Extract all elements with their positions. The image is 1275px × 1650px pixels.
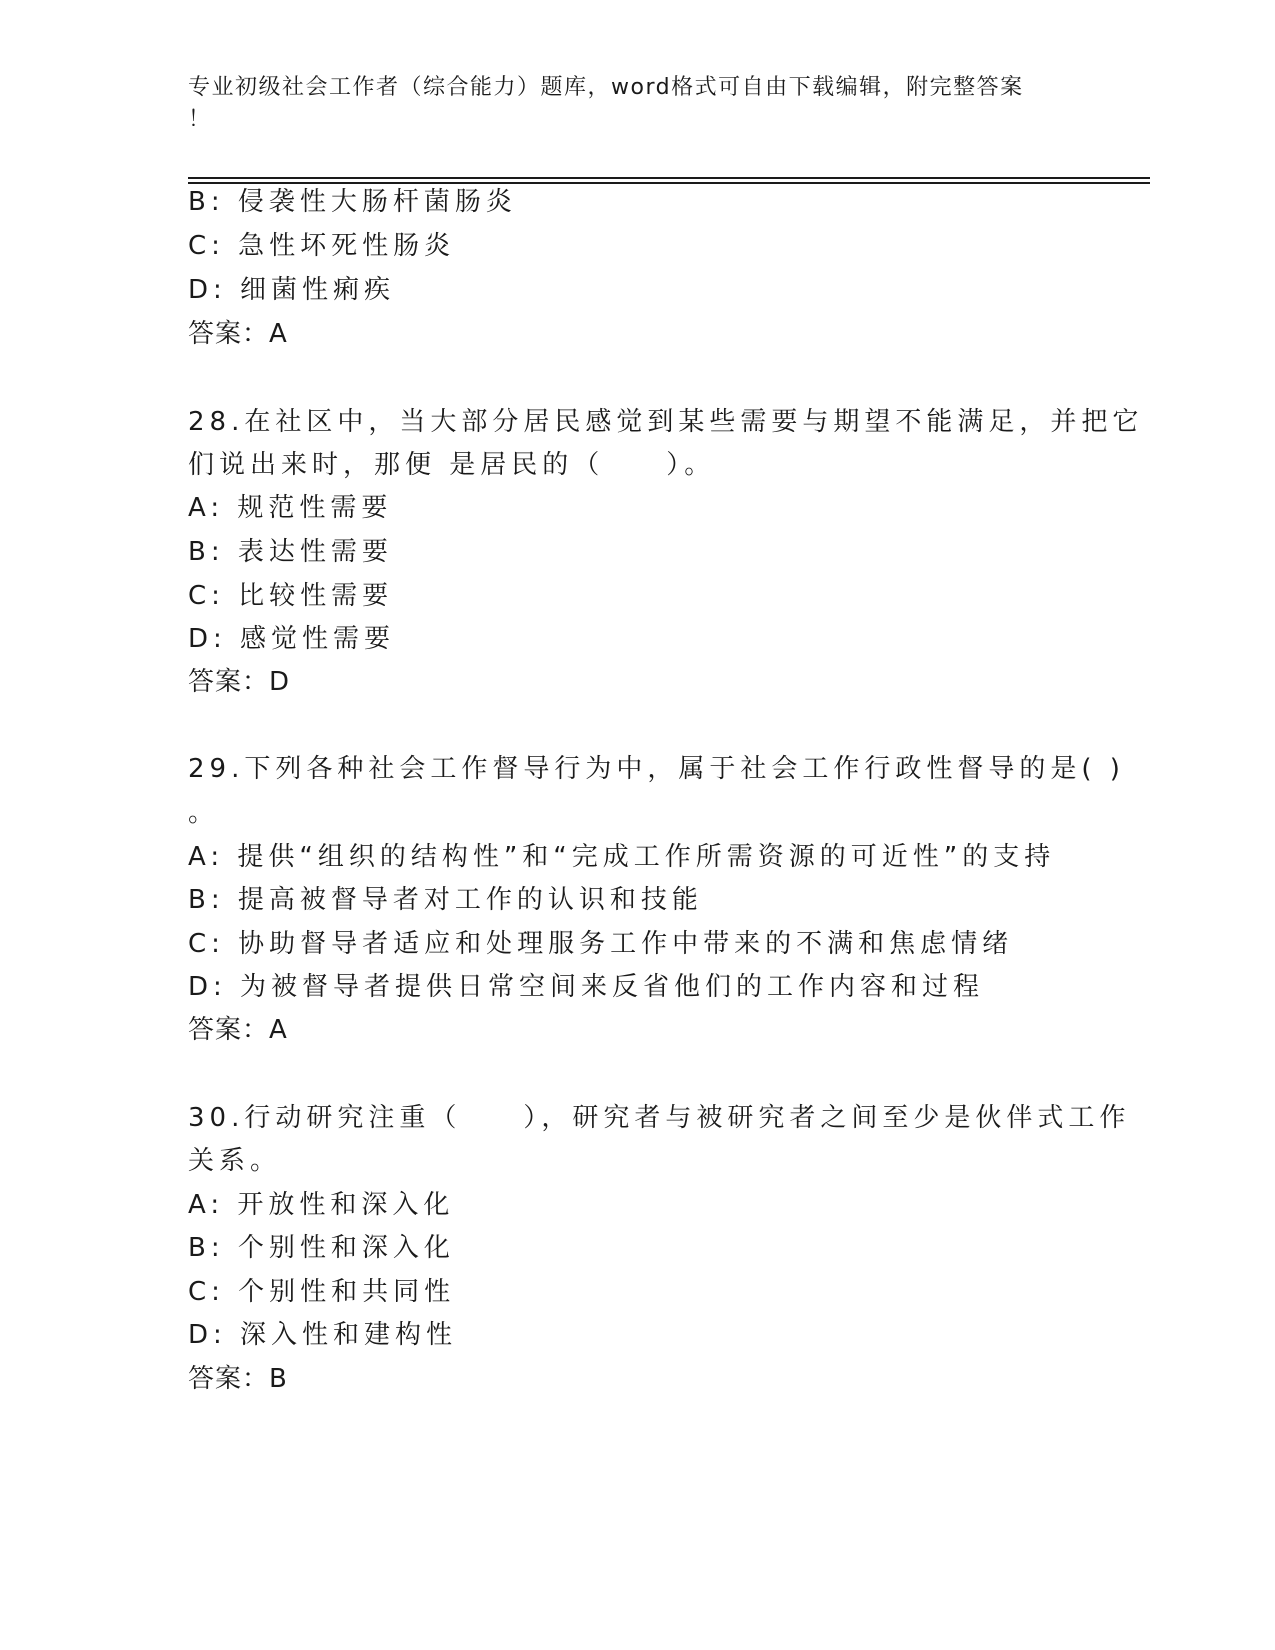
option-b: B: 提高被督导者对工作的认识和技能 <box>188 885 703 915</box>
option-c: C: 急性坏死性肠炎 <box>188 231 456 261</box>
option-b: B: 表达性需要 <box>188 537 393 567</box>
question-stem: 30.行动研究注重（ ），研究者与被研究者之间至少是伙伴式工作 <box>188 1103 1131 1133</box>
option-d: D: 为被督导者提供日常空间来反省他们的工作内容和过程 <box>188 972 985 1002</box>
answer-line: 答案：D <box>188 667 291 697</box>
question-stem: 28.在社区中，当大部分居民感觉到某些需要与期望不能满足，并把它 <box>188 407 1144 437</box>
question-stem-continued: 关系。 <box>188 1146 282 1176</box>
document-header <box>188 72 1068 136</box>
option-a: A: 提供“组织的结构性”和“完成工作所需资源的可近性”的支持 <box>188 842 1056 872</box>
header-line-2: ！ <box>188 107 212 132</box>
question-stem-continued: 们说出来时，那便 是居民的（ ）。 <box>188 450 716 480</box>
option-d: D: 感觉性需要 <box>188 624 396 654</box>
option-c: C: 协助督导者适应和处理服务工作中带来的不满和焦虑情绪 <box>188 929 1014 959</box>
answer-line: 答案：A <box>188 1015 288 1045</box>
header-rule-top <box>188 177 1150 179</box>
header-line-1: 专业初级社会工作者（综合能力）题库，word格式可自由下载编辑，附完整答案 <box>188 75 1024 100</box>
option-b: B: 侵袭性大肠杆菌肠炎 <box>188 187 517 217</box>
question-stem: 29.下列各种社会工作督导行为中，属于社会工作行政性督导的是( ) <box>188 754 1125 784</box>
question-stem-continued: 。 <box>188 798 220 828</box>
option-d: D: 深入性和建构性 <box>188 1320 458 1350</box>
option-d: D: 细菌性痢疾 <box>188 275 396 305</box>
option-a: A: 开放性和深入化 <box>188 1190 455 1220</box>
option-c: C: 比较性需要 <box>188 581 394 611</box>
answer-line: 答案：A <box>188 319 288 349</box>
option-c: C: 个别性和共同性 <box>188 1277 456 1307</box>
option-b: B: 个别性和深入化 <box>188 1233 455 1263</box>
answer-line: 答案：B <box>188 1364 288 1394</box>
option-a: A: 规范性需要 <box>188 493 393 523</box>
header-rule-bottom <box>188 182 1150 184</box>
